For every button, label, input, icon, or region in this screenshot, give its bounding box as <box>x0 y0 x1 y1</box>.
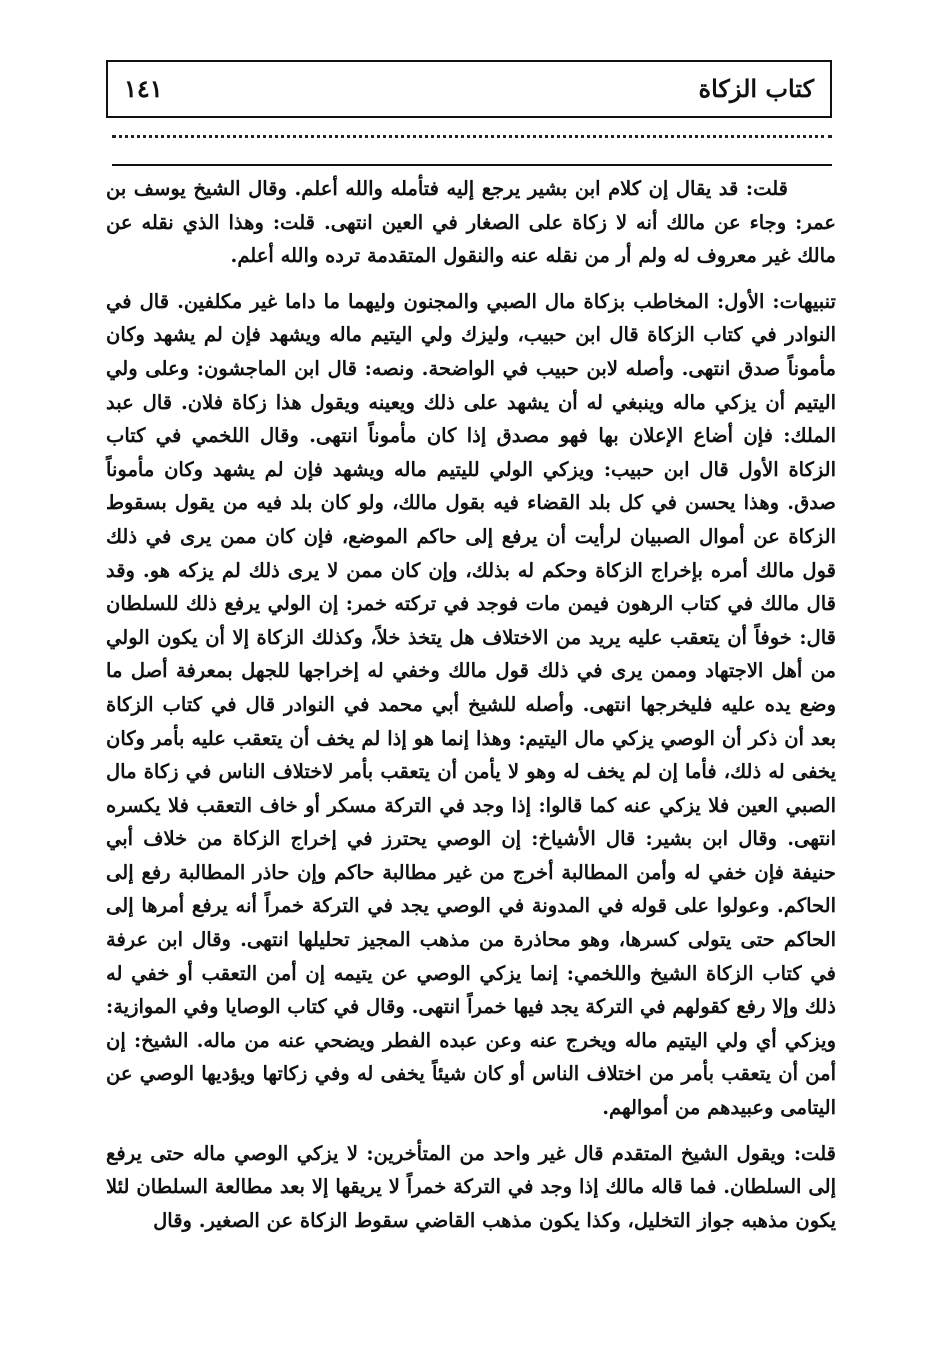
paragraph: قلت: قد يقال إن كلام ابن بشير يرجع إليه فتأمله والله أعلم. وقال الشيخ يوسف بن عمر: وجاء عن مالك أنه لا زكاة على الصغار في العين انتهى. قلت: وهذا الذي نقله عن مالك غير معروف له ولم أر من نقله عنه والنقول المتقدمة ترده والله أعلم. <box>106 177 836 268</box>
page-number: ١٤١ <box>124 74 163 103</box>
horizontal-rule <box>112 164 832 166</box>
page-body <box>106 172 836 1237</box>
chapter-title: كتاب الزكاة <box>698 74 814 103</box>
paragraph: تنبيهات: الأول: المخاطب بزكاة مال الصبي والمجنون وليهما ما داما غير مكلفين. قال في النوادر في كتاب الزكاة قال ابن حبيب، وليزك ولي اليتيم ماله ويشهد فإن لم يشهد وكان مأموناً صدق انتهى. وأصله لابن حبيب في الواضحة. ونصه: قال ابن الماجشون: وعلى ولي اليتيم أن يزكي ماله وينبغي له أن يشهد على ذلك ويعينه ويقول هذا زكاة فلان. قال عبد الملك: فإن أضاع الإعلان بها فهو مصدق إذا كان مأموناً انتهى. وقال اللخمي في كتاب الزكاة الأول قال ابن حبيب: ويزكي الولي لليتيم ماله ويشهد فإن لم يشهد وكان مأموناً صدق. وهذا يحسن في كل بلد القضاء فيه بقول مالك، ولو كان بلد فيه من يقول بسقوط الزكاة عن أموال الصبيان لرأيت أن يرفع إلى حاكم الموضع، فإن كان ممن يرى في ذلك قول مالك أمره بإخراج الزكاة وحكم له بذلك، وإن كان ممن لا يرى ذلك لم يزكه هو. وقد قال مالك في كتاب الرهون فيمن مات فوجد في تركته خمر: إن الولي يرفع ذلك للسلطان قال: خوفاً أن يتعقب عليه يريد من الاختلاف هل يتخذ خلاً، وكذلك الزكاة إلا أن يكون الولي من أهل الاجتهاد وممن يرى في ذلك قول مالك وخفي له إخراجها للجهل بمعرفة أصل ما وضع يده عليه فليخرجها انتهى. وأصله للشيخ أبي محمد في النوادر قال في كتاب الزكاة بعد أن ذكر أن الوصي يزكي مال اليتيم: وهذا إنما هو إذا لم يخف أن يتعقب عليه بأمر وكان يخفى له ذلك، فأما إن لم يخف له وهو لا يأمن أن يتعقب بأمر لاختلاف الناس في زكاة مال الصبي العين فلا يزكي عنه كما قالوا: إذا وجد في التركة مسكر أو خاف التعقب فلا يكسره انتهى. وقال ابن بشير: قال الأشياخ: إن الوصي يحترز في إخراج الزكاة من خلاف أبي حنيفة فإن خفي له وأمن المطالبة أخرج من غير مطالبة حاكم وإن حاذر المطالبة رفع إلى الحاكم. وعولوا على قوله في المدونة في الوصي يجد في التركة خمراً أنه يرفع أمرها إلى الحاكم حتى يتولى كسرها، وهو محاذرة من مذهب المجيز تحليلها انتهى. وقال ابن عرفة في كتاب الزكاة الشيخ واللخمي: إنما يزكي الوصي عن يتيمه إن أمن التعقب أو خفي له ذلك وإلا رفع كقولهم في التركة يجد فيها خمراً انتهى. وقال في كتاب الوصايا وفي الموازية: ويزكي أي ولي اليتيم ماله ويخرج عنه وعن عبده الفطر ويضحي عنه من ماله. الشيخ: إن أمن أن يتعقب بأمر من اختلاف الناس أو كان شيئاً يخفى له وفي زكاتها ويؤديها الوصي عن اليتامى وعبيدهم من أموالهم. <box>106 289 836 1120</box>
dotted-separator <box>112 128 832 138</box>
paragraph: قلت: ويقول الشيخ المتقدم قال غير واحد من المتأخرين: لا يزكي الوصي ماله حتى يرفع إلى السلطان. فما قاله مالك إذا وجد في التركة خمراً لا يريقها إلا بعد مطالعة السلطان لئلا يكون مذهبه جواز التخليل، وكذا يكون مذهب القاضي سقوط الزكاة عن الصغير. وقال <box>106 1141 836 1232</box>
page-header <box>106 60 832 118</box>
